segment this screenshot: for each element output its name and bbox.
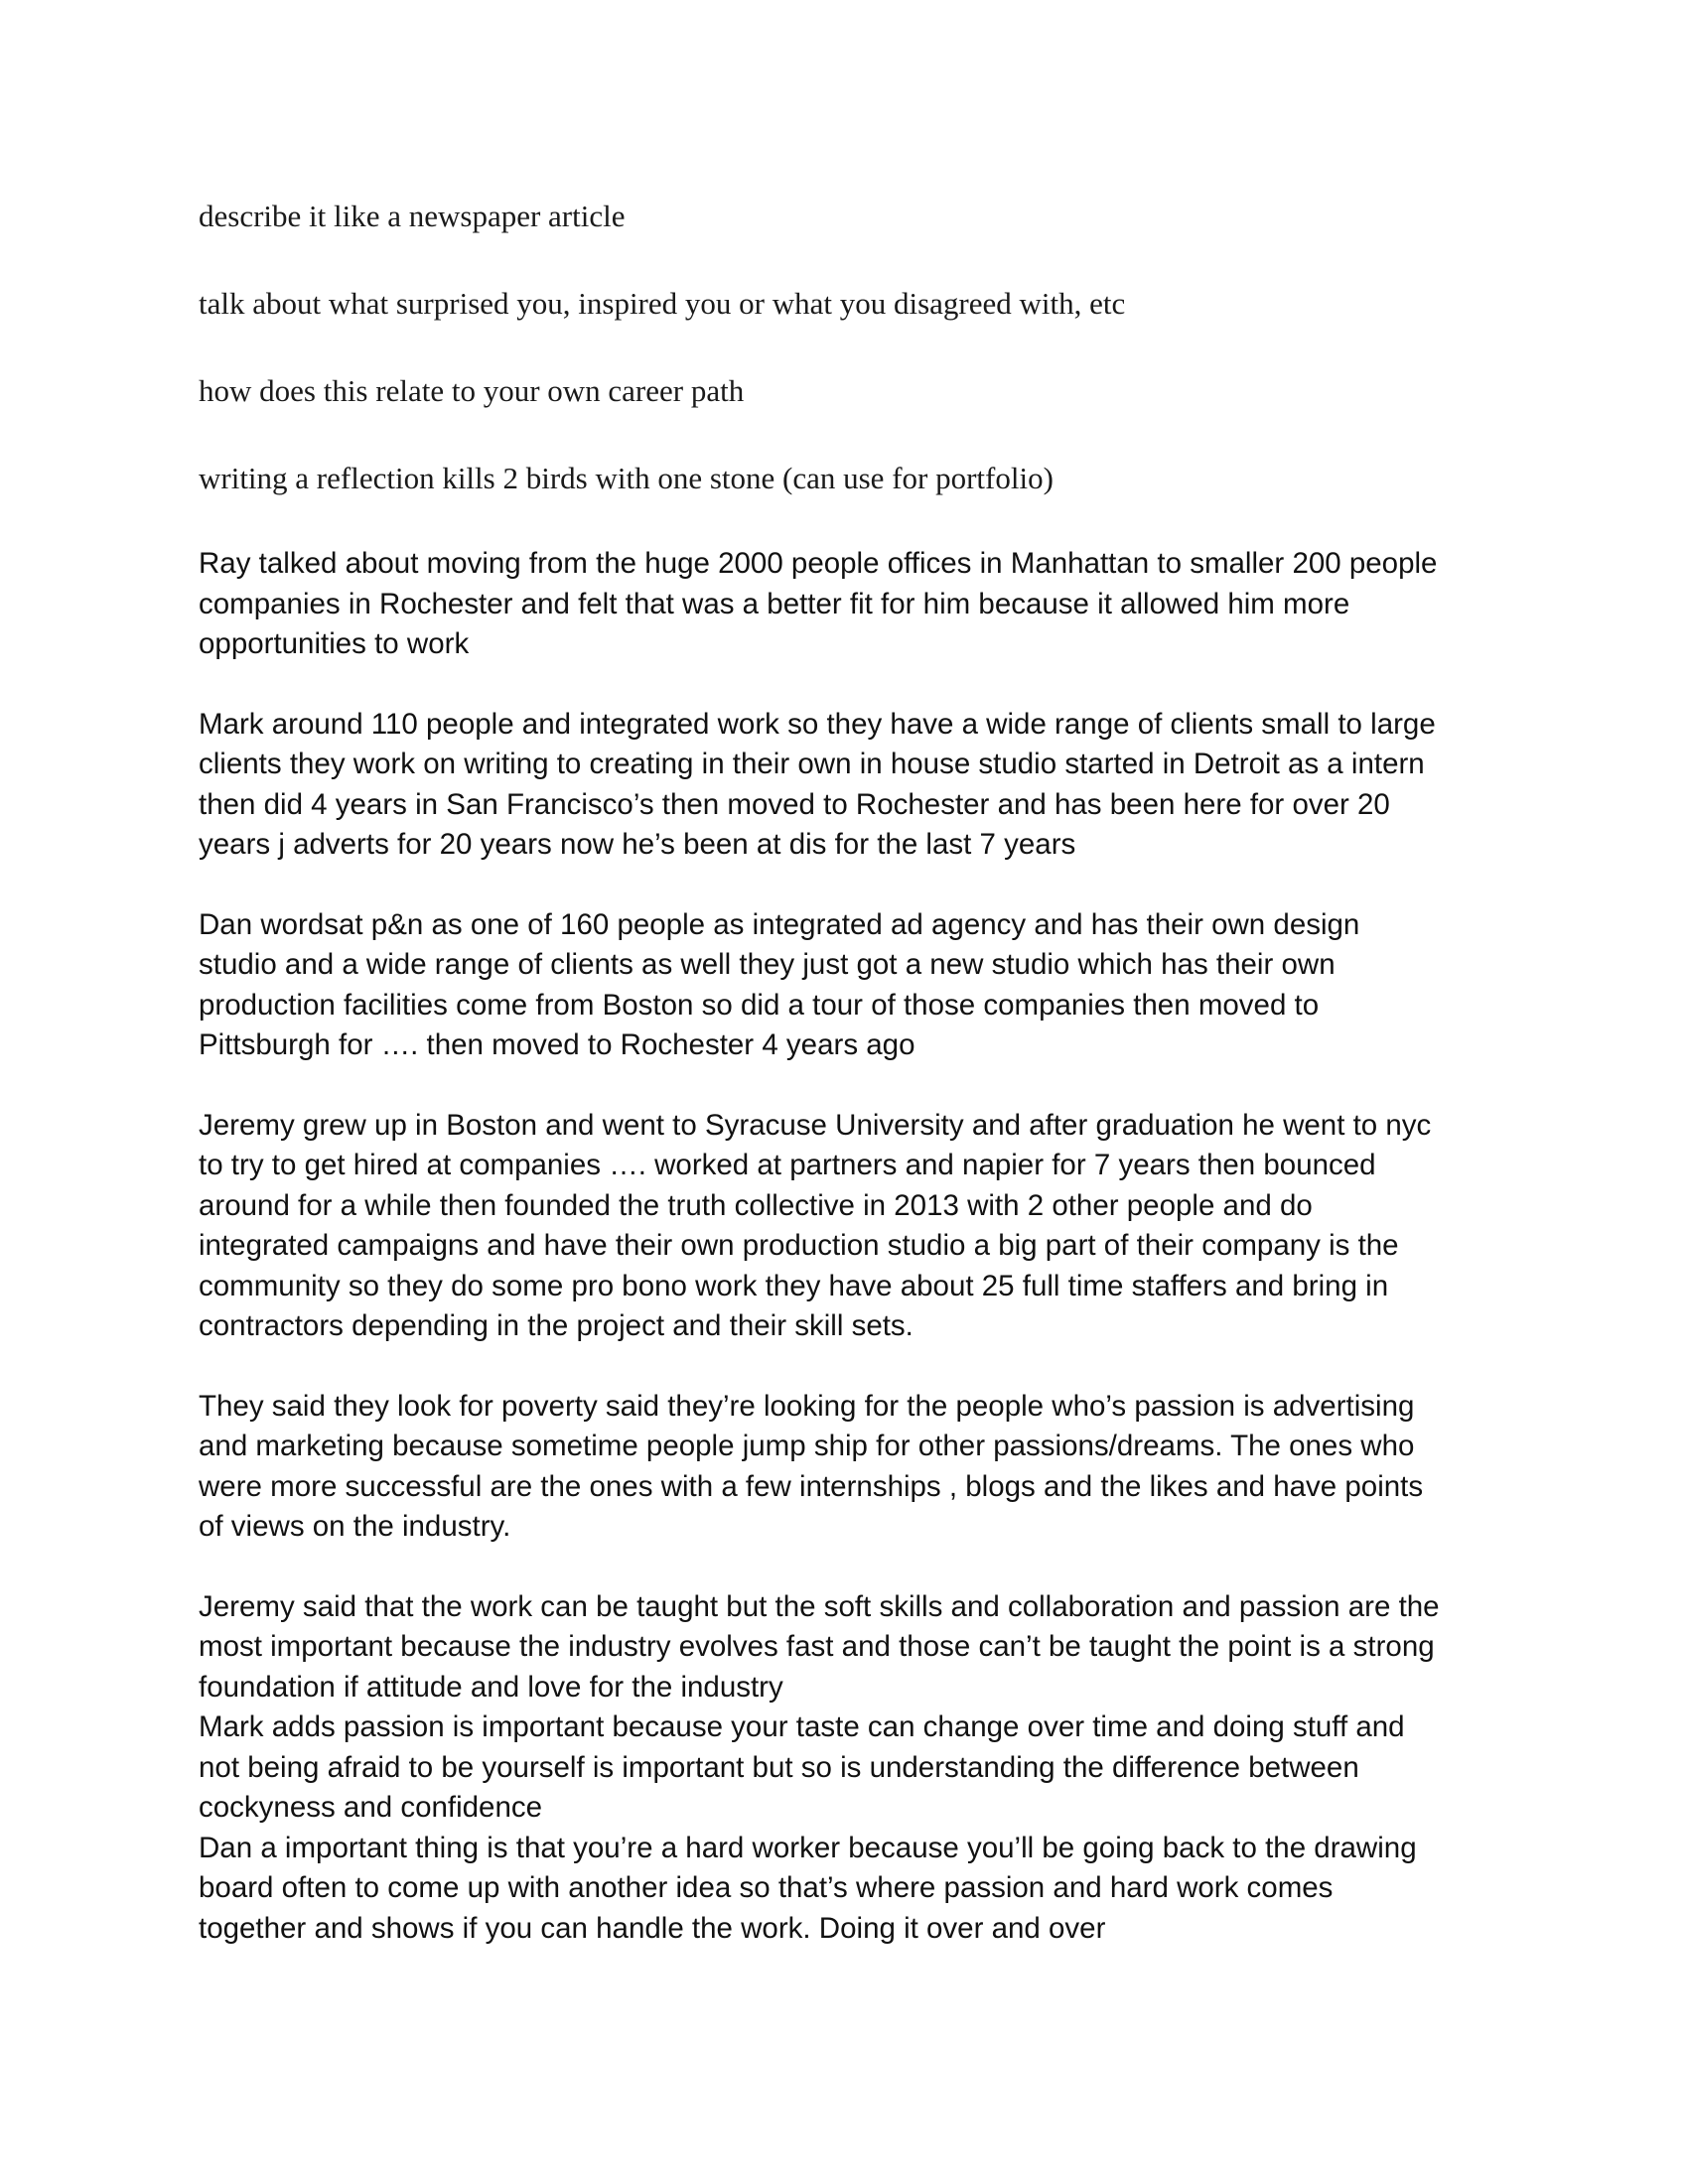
note-line: Dan wordsat p&n as one of 160 people as integrated ad agency and has their own design xyxy=(199,907,1360,941)
note-jeremy xyxy=(199,1106,1509,1347)
note-line: Jeremy grew up in Boston and went to Syracuse University and after graduation he went to nyc xyxy=(199,1108,1432,1142)
reflection-prompts xyxy=(199,197,1509,546)
note-dan xyxy=(199,905,1509,1066)
note-dan-hard-worker xyxy=(199,1829,1509,1950)
panel-notes xyxy=(199,544,1509,1949)
note-line: They said they look for poverty said they’re looking for the people who’s passion is advertising xyxy=(199,1389,1415,1423)
note-line: Pittsburgh for …. then moved to Rochester 4 years ago xyxy=(199,1028,915,1061)
note-ray xyxy=(199,544,1509,665)
note-line: production facilities come from Boston so did a tour of those companies then moved to xyxy=(199,988,1320,1022)
note-line: community so they do some pro bono work they have about 25 full time staffers and bring in xyxy=(199,1269,1389,1302)
prompt-surprised: talk about what surprised you, inspired you or what you disagreed with, etc xyxy=(199,286,1126,321)
note-jeremy-soft-skills xyxy=(199,1587,1509,1708)
note-mark xyxy=(199,705,1509,866)
note-line: Mark adds passion is important because your taste can change over time and doing stuff and xyxy=(199,1710,1405,1743)
note-line: board often to come up with another idea so that’s where passion and hard work comes xyxy=(199,1871,1334,1904)
note-line: Dan a important thing is that you’re a hard worker because you’ll be going back to the drawing xyxy=(199,1831,1417,1864)
note-line: were more successful are the ones with a few internships , blogs and the likes and have points xyxy=(199,1469,1424,1503)
note-line: Jeremy said that the work can be taught but the soft skills and collaboration and passion are the xyxy=(199,1589,1440,1623)
note-line: around for a while then founded the truth collective in 2013 with 2 other people and do xyxy=(199,1188,1313,1222)
note-line: to try to get hired at companies …. worked at partners and napier for 7 years then bounced xyxy=(199,1149,1376,1181)
prompt-career-path: how does this relate to your own career path xyxy=(199,373,745,408)
note-line: foundation if attitude and love for the industry xyxy=(199,1670,783,1704)
note-line: together and shows if you can handle the work. Doing it over and over xyxy=(199,1911,1106,1945)
note-line: years j adverts for 20 years now he’s been at dis for the last 7 years xyxy=(199,828,1076,861)
note-line: most important because the industry evolves fast and those can’t be taught the point is a strong xyxy=(199,1630,1435,1663)
note-line: clients they work on writing to creating in their own in house studio started in Detroit as a intern xyxy=(199,748,1425,780)
note-line: opportunities to work xyxy=(199,627,470,660)
note-line: Ray talked about moving from the huge 2000 people offices in Manhattan to smaller 200 people xyxy=(199,547,1438,580)
note-line: studio and a wide range of clients as well they just got a new studio which has their own xyxy=(199,948,1336,981)
note-line: Mark around 110 people and integrated work so they have a wide range of clients small to large xyxy=(199,707,1436,741)
note-looking-for xyxy=(199,1387,1509,1548)
note-line: companies in Rochester and felt that was a better fit for him because it allowed him more xyxy=(199,587,1350,620)
prompt-newspaper: describe it like a newspaper article xyxy=(199,199,626,233)
note-line: not being afraid to be yourself is important but so is understanding the difference between xyxy=(199,1750,1359,1784)
note-line: and marketing because sometime people jump ship for other passions/dreams. The ones who xyxy=(199,1430,1415,1462)
note-line: of views on the industry. xyxy=(199,1510,511,1543)
note-line: then did 4 years in San Francisco’s then moved to Rochester and has been here for over 20 xyxy=(199,787,1390,821)
note-line: cockyness and confidence xyxy=(199,1791,543,1824)
note-mark-passion xyxy=(199,1707,1509,1829)
note-line: contractors depending in the project and their skill sets. xyxy=(199,1309,914,1342)
note-line: integrated campaigns and have their own production studio a big part of their company is the xyxy=(199,1229,1399,1262)
prompt-two-birds: writing a reflection kills 2 birds with one stone (can use for portfolio) xyxy=(199,461,1054,495)
